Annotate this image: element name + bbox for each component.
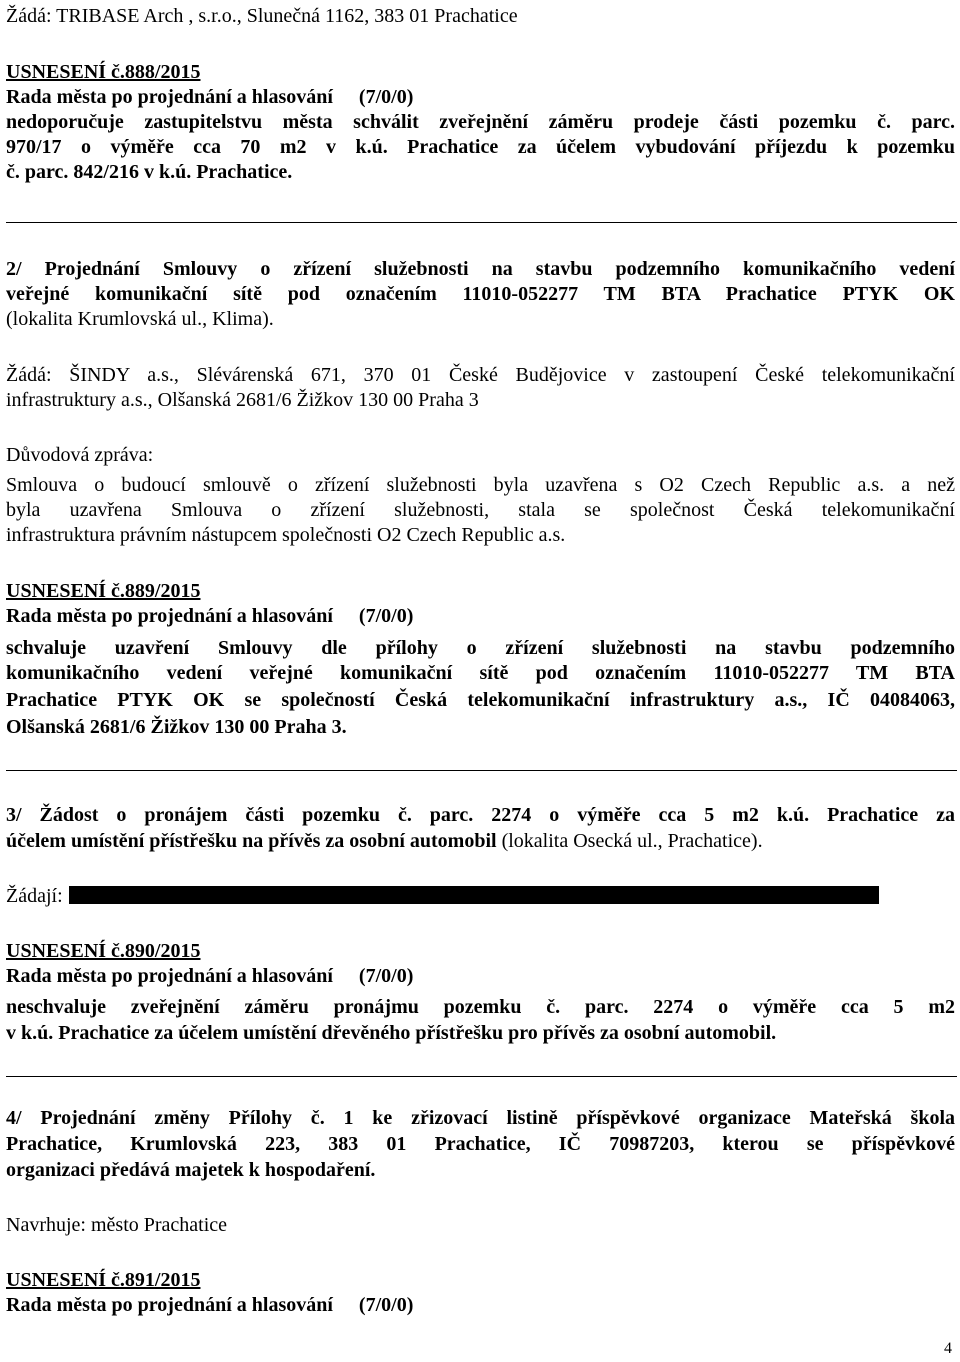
resolution-text-line: neschvaluje zveřejnění záměru pronájmu pozemku č. parc. 2274 o výměře cca 5 m2 <box>6 996 955 1018</box>
applicant-line: Žádá: TRIBASE Arch , s.r.o., Slunečná 1162, 383 01 Prachatice <box>6 5 518 27</box>
resolution-text-line: 970/17 o výměře cca 70 m2 v k.ú. Prachatice za účelem vybudování příjezdu k pozemku <box>6 136 955 158</box>
council-text: Rada města po projednání a hlasování <box>6 1294 333 1316</box>
vote-count: (7/0/0) <box>358 86 414 108</box>
page-number: 4 <box>944 1340 952 1357</box>
agenda-item-title-tail: (lokalita Osecká ul., Prachatice). <box>496 830 763 852</box>
redaction-bar <box>69 886 879 904</box>
agenda-item-title-line <box>6 829 955 854</box>
agenda-item-title-tail: (lokalita Krumlovská ul., Klima). <box>6 308 274 330</box>
resolution-text-line: v k.ú. Prachatice za účelem umístění dřevěného přístřešku pro přívěs za osobní automobil. <box>6 1022 777 1044</box>
resolution-text-line: Olšanská 2681/6 Žižkov 130 00 Praha 3. <box>6 716 347 738</box>
council-vote-line <box>6 604 955 629</box>
reason-text-line: Smlouva o budoucí smlouvě o zřízení služebnosti byla uzavřena s O2 Czech Republic a.s. a než <box>6 474 955 496</box>
agenda-item-title: Prachatice, Krumlovská 223, 383 01 Prachatice, IČ 70987203, kterou se příspěvkové <box>6 1133 955 1155</box>
section-divider <box>6 770 957 771</box>
agenda-item-title: 4/ Projednání změny Přílohy č. 1 ke zřizovací listině příspěvkové organizace Mateřská škola <box>6 1107 955 1129</box>
vote-count: (7/0/0) <box>358 605 414 627</box>
agenda-item-title-bold: účelem umístění přístřešku na přívěs za osobní automobil <box>6 830 497 852</box>
vote-count: (7/0/0) <box>358 965 414 987</box>
section-divider <box>6 1076 957 1077</box>
agenda-item-title: veřejné komunikační sítě pod označením 11010-052277 TM BTA Prachatice PTYK OK <box>6 283 955 305</box>
proposer-line: Navrhuje: město Prachatice <box>6 1214 228 1236</box>
resolution-text-line: komunikačního vedení veřejné komunikační sítě pod označením 11010-052277 TM BTA <box>6 662 955 684</box>
agenda-item-title: 3/ Žádost o pronájem části pozemku č. parc. 2274 o výměře cca 5 m2 k.ú. Prachatice za <box>6 804 955 826</box>
resolution-text-line: Prachatice PTYK OK se společností Česká telekomunikační infrastruktury a.s., IČ 04084063, <box>6 689 955 711</box>
resolution-number: USNESENÍ č.888/2015 <box>6 61 201 83</box>
applicants-line <box>6 884 955 909</box>
council-vote-line <box>6 85 955 110</box>
agenda-item-title: 2/ Projednání Smlouvy o zřízení služebnosti na stavbu podzemního komunikačního vedení <box>6 258 955 280</box>
reason-text-line: infrastruktura právním nástupcem společnosti O2 Czech Republic a.s. <box>6 524 566 546</box>
resolution-text-line: č. parc. 842/216 v k.ú. Prachatice. <box>6 161 293 183</box>
vote-count: (7/0/0) <box>358 1294 414 1316</box>
applicants-label: Žádají: <box>6 885 63 907</box>
council-text: Rada města po projednání a hlasování <box>6 605 333 627</box>
section-divider <box>6 222 957 223</box>
resolution-text-line: schvaluje uzavření Smlouvy dle přílohy o zřízení služebnosti na stavbu podzemního <box>6 637 955 659</box>
resolution-text-line: nedoporučuje zastupitelstvu města schválit zveřejnění záměru prodeje části pozemku č. parc. <box>6 111 955 133</box>
council-vote-line <box>6 1293 955 1318</box>
council-vote-line <box>6 964 955 989</box>
council-text: Rada města po projednání a hlasování <box>6 86 333 108</box>
applicant-line: Žádá: ŠINDY a.s., Slévárenská 671, 370 01 České Budějovice v zastoupení České telekomunikační <box>6 364 955 386</box>
agenda-item-title: organizaci předává majetek k hospodaření. <box>6 1159 376 1181</box>
resolution-number: USNESENÍ č.891/2015 <box>6 1269 201 1291</box>
applicant-line: infrastruktury a.s., Olšanská 2681/6 Žižkov 130 00 Praha 3 <box>6 389 479 411</box>
resolution-number: USNESENÍ č.890/2015 <box>6 940 201 962</box>
reason-text-line: byla uzavřena Smlouva o zřízení služebnosti, stala se společnost Česká telekomunikační <box>6 499 955 521</box>
council-text: Rada města po projednání a hlasování <box>6 965 333 987</box>
reason-label: Důvodová zpráva: <box>6 444 154 466</box>
resolution-number: USNESENÍ č.889/2015 <box>6 580 201 602</box>
